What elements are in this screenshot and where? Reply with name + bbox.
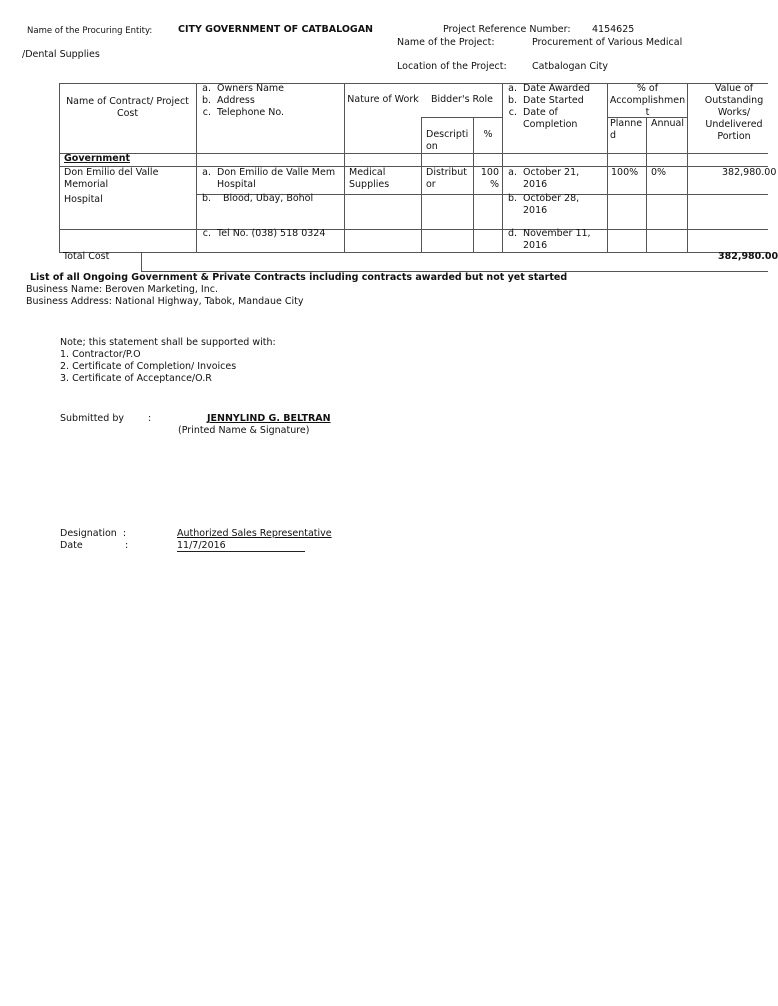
row-date-completion: November 11, 2016 [523, 228, 591, 251]
row-bidder-percent: 100 % [480, 167, 499, 190]
row-owner-a: a. Don Emilio de Valle Mem Hospital [201, 167, 343, 191]
note-item-2: 2. Certificate of Completion/ Invoices [60, 361, 237, 372]
group-label: Government [64, 153, 131, 164]
header-owner-b: Address [217, 95, 255, 106]
row-date-a: a. October 21, 2016 [507, 167, 605, 191]
header-description: Descripti on [426, 129, 469, 152]
contracts-list-title: List of all Ongoing Government & Private Contracts including contracts awarded but not yet started [30, 272, 568, 283]
project-name-label: Name of the Project: [397, 37, 495, 48]
submitted-by-label: Submitted by [60, 413, 124, 424]
table-rule [344, 83, 345, 252]
row-owner-telephone: Tel No. (038) 518 0324 [217, 228, 326, 239]
row-owner-address: Blood, Ubay, Bohol [223, 193, 314, 204]
header-date-started: Date Started [523, 95, 584, 106]
procuring-entity-value: CITY GOVERNMENT OF CATBALOGAN [178, 24, 374, 35]
row-owner-c: c. Tel No. (038) 518 0324 [202, 228, 326, 239]
header-date-completion: Date of Completion [523, 107, 578, 130]
project-name-value: Procurement of Various Medical [532, 37, 683, 48]
total-cost-value: 382,980.00 [718, 251, 778, 262]
designation-value: Authorized Sales Representative [177, 528, 332, 539]
date-underline [177, 551, 305, 552]
row-date-b: b. October 28, 2016 [507, 193, 605, 217]
project-name-continued: /Dental Supplies [22, 49, 100, 60]
business-address: Business Address: National Highway, Tabok, Mandaue City [26, 296, 304, 307]
header-annual: Annual [651, 118, 685, 129]
row-contract-name-1: Don Emilio del Valle [64, 167, 159, 178]
row-contract-name-2: Memorial [64, 179, 109, 190]
table-rule [502, 83, 503, 252]
table-rule [141, 252, 142, 271]
row-owner-name: Don Emilio de Valle Mem Hospital [217, 167, 336, 190]
table-rule [196, 83, 197, 252]
row-contract-name-3: Hospital [64, 194, 103, 205]
business-name: Business Name: Beroven Marketing, Inc. [26, 284, 218, 295]
project-reference-value: 4154625 [592, 24, 635, 35]
note-item-3: 3. Certificate of Acceptance/O.R [60, 373, 212, 384]
header-percent: % [483, 129, 493, 140]
row-date-started: October 28, 2016 [523, 193, 580, 216]
header-owner-a: Owners Name [217, 83, 285, 94]
row-annual: 0% [651, 167, 667, 178]
table-rule [687, 83, 688, 252]
table-rule [59, 229, 768, 230]
submitted-by-colon: : [148, 413, 152, 424]
project-location-label: Location of the Project: [397, 61, 507, 72]
header-accomplishment: % of Accomplishmen t [609, 83, 686, 118]
row-planned: 100% [611, 167, 639, 178]
row-date-awarded: October 21, 2016 [523, 167, 580, 190]
signature-caption: (Printed Name & Signature) [178, 425, 310, 436]
table-rule [59, 153, 768, 154]
table-rule [646, 117, 647, 252]
date-label: Date : [60, 540, 129, 551]
procuring-entity-label: Name of the Procuring Entity: [27, 26, 153, 36]
row-bidder-description: Distribut or [426, 167, 467, 190]
date-value: 11/7/2016 [177, 540, 226, 551]
row-owner-b: b. Blood, Ubay, Bohol [201, 193, 314, 204]
header-bidders-role: Bidder's Role [430, 94, 494, 105]
row-nature-of-work: Medical Supplies [349, 167, 390, 190]
header-nature-of-work: Nature of Work [347, 94, 419, 105]
header-owner-c: Telephone No. [217, 107, 285, 118]
signatory-name: JENNYLIND G. BELTRAN [207, 413, 331, 424]
header-planned: Planne d [610, 118, 643, 141]
note-title: Note; this statement shall be supported with: [60, 337, 276, 348]
table-rule [421, 117, 502, 118]
designation-label: Designation : [60, 528, 127, 539]
project-location-value: Catbalogan City [532, 61, 608, 72]
header-dates-list: a. Date Awarded b. Date Started c. Date of Completion [507, 83, 591, 130]
row-date-d: d. November 11, 2016 [507, 228, 605, 252]
header-date-awarded: Date Awarded [523, 83, 591, 94]
total-cost-label: Total Cost [63, 251, 110, 262]
header-value-outstanding: Value of Outstanding Works/ Undelivered Portion [704, 83, 764, 142]
table-rule [421, 117, 422, 252]
header-contract: Name of Contract/ Project Cost [66, 96, 189, 119]
row-value-outstanding: 382,980.00 [722, 167, 777, 178]
note-item-1: 1. Contractor/P.O [60, 349, 141, 360]
table-rule [59, 252, 768, 253]
project-reference-label: Project Reference Number: [443, 24, 571, 35]
header-owner-list: a. Owners Name b. Address c. Telephone No. [201, 83, 285, 118]
